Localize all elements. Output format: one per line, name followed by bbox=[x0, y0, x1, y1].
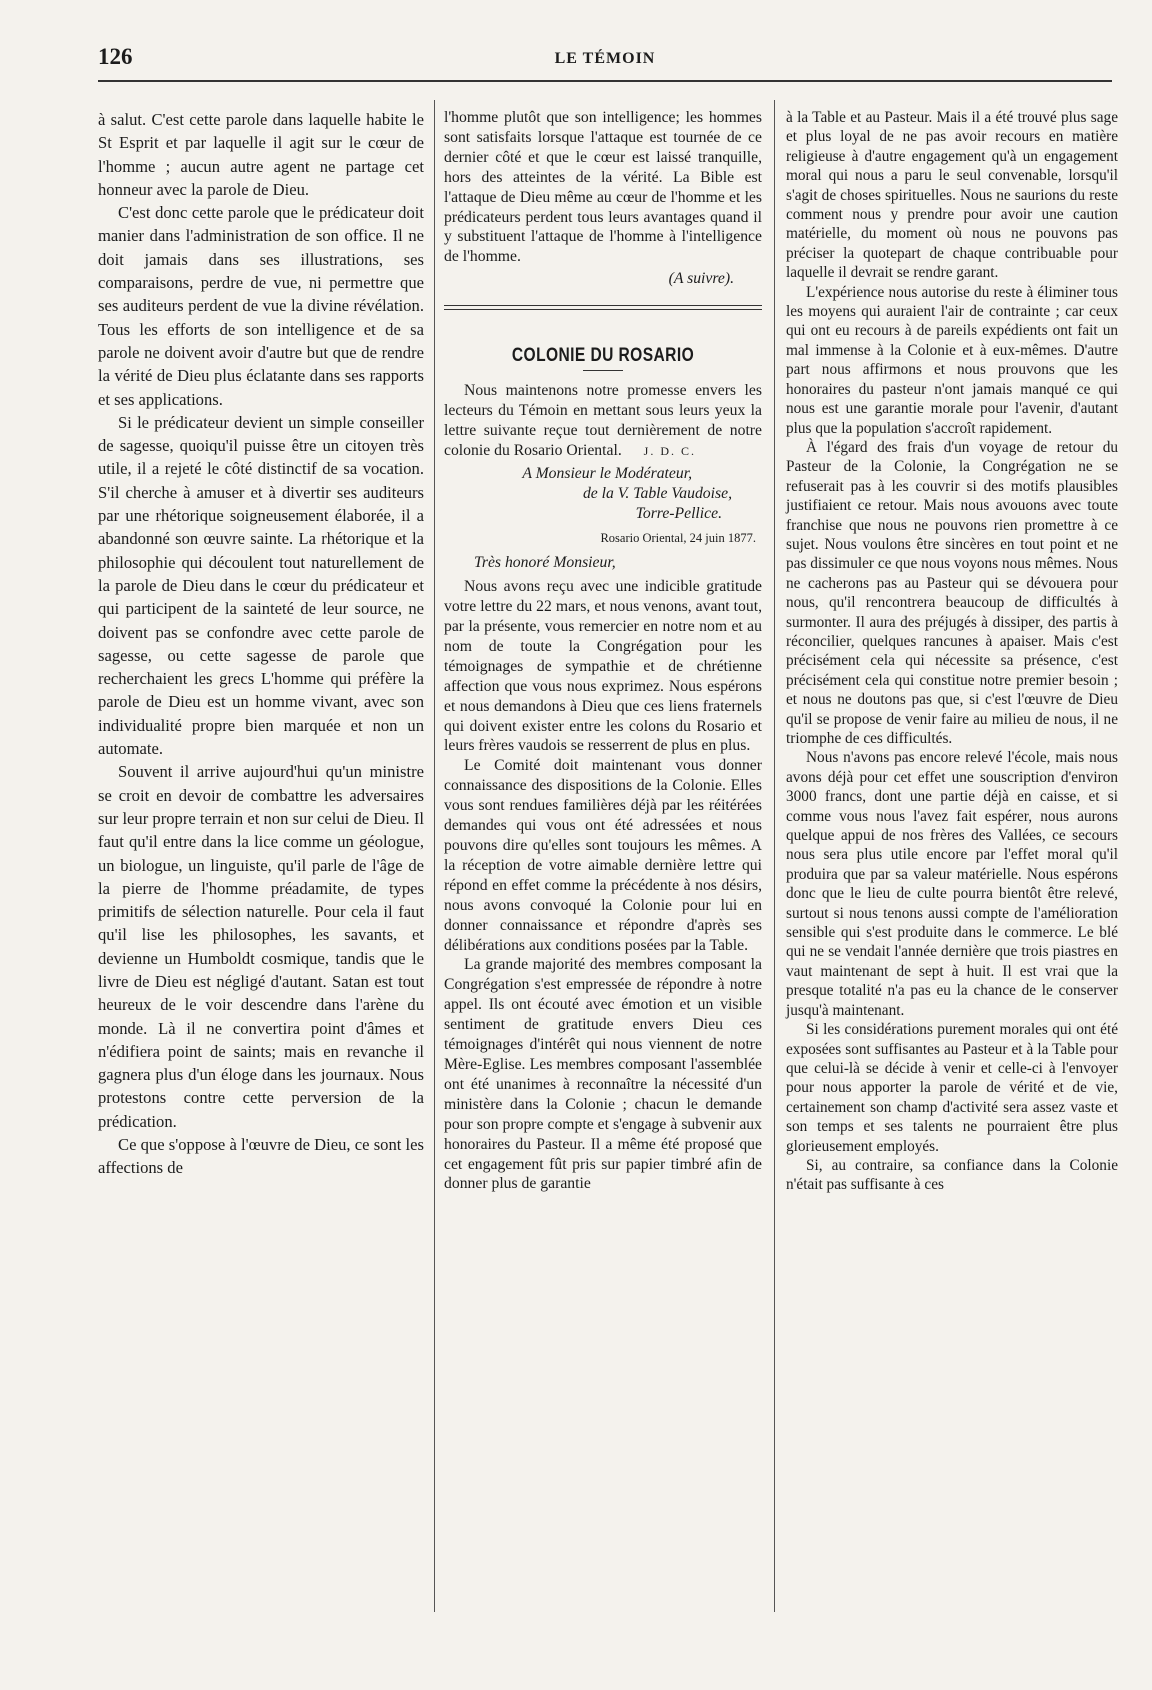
paragraph: Si le prédicateur devient un simple conseiller de sagesse, quoiqu'il puisse être un citoyen très utile, il a rejeté le côté distinctif de sa vocation. S'il cherche à amuser et à divertir ses auditeurs par une rhétorique soigneusement élaborée, il a abandonné son œuvre sainte. La rhétorique et la philosophie qui découlent tout naturellement de la parole de Dieu dans le cœur du prédicateur et qui participent de la sainteté de leur source, ne doivent pas se confondre avec cette parole de sagesse, ou cette sagesse de parole que recherchaient les grecs L'homme qui préfère la parole de Dieu est un homme vivant, avec son individualité propre bien marquée et non un automate. bbox=[98, 412, 424, 759]
paragraph: l'homme plutôt que son intelligence; les hommes sont satisfaits lorsque l'attaque est tournée de ce dernier côté et que le cœur est laissé tranquille, hors des atteintes de la vérité. La Bible est l'attaque de Dieu même au cœur de l'homme et les prédicateurs perdent tous leurs avantages quand il y substituent l'attaque de l'homme à l'intelligence de l'homme. bbox=[444, 109, 762, 266]
section-separator bbox=[444, 305, 762, 310]
paragraph: Ce que s'oppose à l'œuvre de Dieu, ce sont les affections de bbox=[98, 1135, 424, 1178]
paragraph bbox=[444, 381, 762, 462]
addressee-line: Torre-Pellice. bbox=[635, 504, 722, 522]
paragraph: à salut. C'est cette parole dans laquelle habite le St Esprit et par laquelle il agit sur le cœur de l'homme ; aucun autre agent ne partage cet honneur avec la parole de Dieu. bbox=[98, 110, 424, 199]
header-rule bbox=[98, 80, 1112, 82]
letter-address bbox=[444, 464, 762, 524]
paragraph: L'expérience nous autorise du reste à éliminer tous les moyens qui auraient l'air de contrainte ; car ceux qui ont eu recours à de pareils expédients ont fait un mal immense à la Colonie et à eux-mêmes. D'autre part nous affirmons et nous prouvons que les honoraires du pasteur n'ont jamais manqué ce qui nous est une garantie morale pour l'avenir, d'autant plus que la population s'accroît rapidement. bbox=[786, 283, 1118, 437]
letter-place-date: Rosario Oriental, 24 juin 1877. bbox=[600, 531, 756, 546]
addressee-line: A Monsieur le Modérateur, bbox=[522, 464, 692, 482]
section-title: COLONIE DU ROSARIO bbox=[511, 345, 695, 367]
column-1 bbox=[98, 108, 424, 1610]
letter-salutation: Très honoré Monsieur, bbox=[474, 554, 616, 572]
paragraph: Souvent il arrive aujourd'hui qu'un ministre se croit en devoir de combattre les adversaires sur leur propre terrain et non sur celui de Dieu. Il faut qu'il entre dans la lice comme un géologue, un biologue, un linguiste, qu'il parle de l'âge de la pierre de l'homme préadamite, de types primitifs de sélection naturelle. Pour cela il faut qu'il lise les philosophes, les savants, et devienne un Humboldt cosmique, tandis que le livre de Dieu est négligé d'autant. Satan est tout heureux de le voir descendre dans l'arène du monde. Là il ne convertira point d'âmes et n'édifiera point de saints; mais en revanche il gagnera plus d'un éloge dans les journaux. Nous protestons contre cette perversion de la prédication. bbox=[98, 762, 424, 1131]
paragraph: À l'égard des frais d'un voyage de retour du Pasteur de la Colonie, la Congrégation ne se refuserait pas à les couvrir si des motifs plausibles justifiaient ce retour. Mais nous avouons avec toute franchise que nous ne pouvons rien promettre à ce sujet. Nous voulons être sincères en tout point et ne pas dissimuler ce que nous voyons nous mêmes. Nous ne cacherons pas au Pasteur qui se dévouera pour nous, qu'il rencontrera beaucoup de difficultés à surmonter. Il aura des préjugés à dissiper, des partis à réconcilier, quelques rancunes à apaiser. Mais c'est précisément cela qui nécessite sa présence, c'est précisément cela qui constitue notre premier besoin ; et nous ne doutons pas que, si c'est l'œuvre de Dieu qu'il se propose de venir faire au milieu de nous, il ne triomphe de ces difficultés. bbox=[786, 438, 1118, 747]
intro-text: Nous maintenons notre promesse envers les lecteurs du Témoin en mettant sous leurs yeux la lettre suivante reçue tout dernièrement de notre colonie du Rosario Oriental. bbox=[444, 382, 762, 459]
author-initials: J. D. C. bbox=[643, 443, 697, 458]
paragraph: La grande majorité des membres composant la Congrégation s'est empressée de répondre à notre appel. Ils ont écouté avec émotion et un visible sentiment de gratitude envers Dieu ces témoignages d'intérêt qui nous viennent de notre Mère-Eglise. Les membres composant l'assemblée ont été unanimes à reconnaître la nécessité d'un ministère dans la Colonie ; chacun le demande pour son propre compte et s'engage à subvenir aux honoraires du Pasteur. Il a même été proposé que cet engagement fût pris sur papier timbré afin de donner plus de garantie bbox=[444, 956, 762, 1193]
page-header bbox=[98, 44, 1112, 72]
paragraph: Si, au contraire, sa confiance dans la Colonie n'était pas suffisante à ces bbox=[786, 1156, 1118, 1194]
paragraph: à la Table et au Pasteur. Mais il a été trouvé plus sage et plus loyal de ne pas avoir recours en matière religieuse à d'autre engagement qu'à un engagement moral qui nous a paru le seul convenable, lorsqu'il s'agit de choses spirituelles. Nous ne saurions du reste comment nous y prendre pour avoir une caution matérielle, du moment où nous ne pouvons pas préciser la quotepart de chaque contribuable pour laquelle il devrait se rendre garant. bbox=[786, 109, 1118, 282]
paragraph: Nous avons reçu avec une indicible gratitude votre lettre du 22 mars, et nous venons, avant tout, par la présente, vous remercier en notre nom et au nom de toute la Congrégation pour les témoignages de sympathie et de chrétienne affection que vous nous exprimez. Nous espérons et nous demandons à Dieu que ces liens fraternels qui doivent exister entre les colons du Rosario et leurs frères vaudois se resserrent de plus en plus. bbox=[444, 578, 762, 755]
page-number: 126 bbox=[98, 44, 133, 69]
column-3 bbox=[786, 108, 1118, 1610]
column-2 bbox=[444, 108, 762, 1610]
column-divider bbox=[434, 100, 435, 1612]
to-be-continued: (A suivre). bbox=[668, 270, 734, 288]
title-dash bbox=[583, 370, 623, 371]
journal-title: LE TÉMOIN bbox=[554, 50, 656, 67]
addressee-line: de la V. Table Vaudoise, bbox=[582, 484, 732, 502]
paragraph: Le Comité doit maintenant vous donner connaissance des dispositions de la Colonie. Elles vous sont rendues familières déjà par les réitérées demandes qui vous ont été adressées et nous pouvons dire qu'elles sont toujours les mêmes. A la réception de votre aimable dernière lettre qui répond en effet comme la précédente à nos désirs, nous avons convoqué la Colonie pour lui en donner connaissance et répondre d'après ses délibérations aux conditions posées par la Table. bbox=[444, 757, 762, 954]
column-divider bbox=[774, 100, 775, 1612]
paragraph: C'est donc cette parole que le prédicateur doit manier dans l'administration de son office. Il ne doit jamais dans ses illustrations, ses comparaisons, perdre de vue, ni permettre que ses auditeurs perdent de vue la divine révélation. Tous les efforts de son intelligence et de sa parole ne doivent avoir d'autre but que de rendre la vérité de Dieu plus éclatante dans ses rapports et ses applications. bbox=[98, 203, 424, 409]
paragraph: Nous n'avons pas encore relevé l'école, mais nous avons déjà pour cet effet une souscription d'environ 3000 francs, dont une partie déjà en caisse, et si comme vous nous l'avez fait espérer, nous aurons quelque appui de nos frères des Vallées, ce secours nous sera plus utile encore par l'effet moral qu'il produira que par sa valeur matérielle. Nous espérons donc que le lieu de culte pourra bientôt être relevé, surtout si nous tenons aussi compte de l'amélioration sensible qui s'est produite dans le commerce. Le blé qui ne se vendait l'année dernière que trois piastres en vaut maintenant de sept à huit. Il est vrai que la presque totalité n'a pas eu la chance de le conserver jusqu'à maintenant. bbox=[786, 749, 1118, 1019]
paragraph: Si les considérations purement morales qui ont été exposées sont suffisantes au Pasteur et à la Table pour que celui-là se décide à venir et celle-ci à l'envoyer pour nous apporter la parole de vérité et de vie, certainement son champ d'activité sera assez vaste et son temps et ses talents ne pourraient être plus glorieusement employés. bbox=[786, 1021, 1118, 1155]
